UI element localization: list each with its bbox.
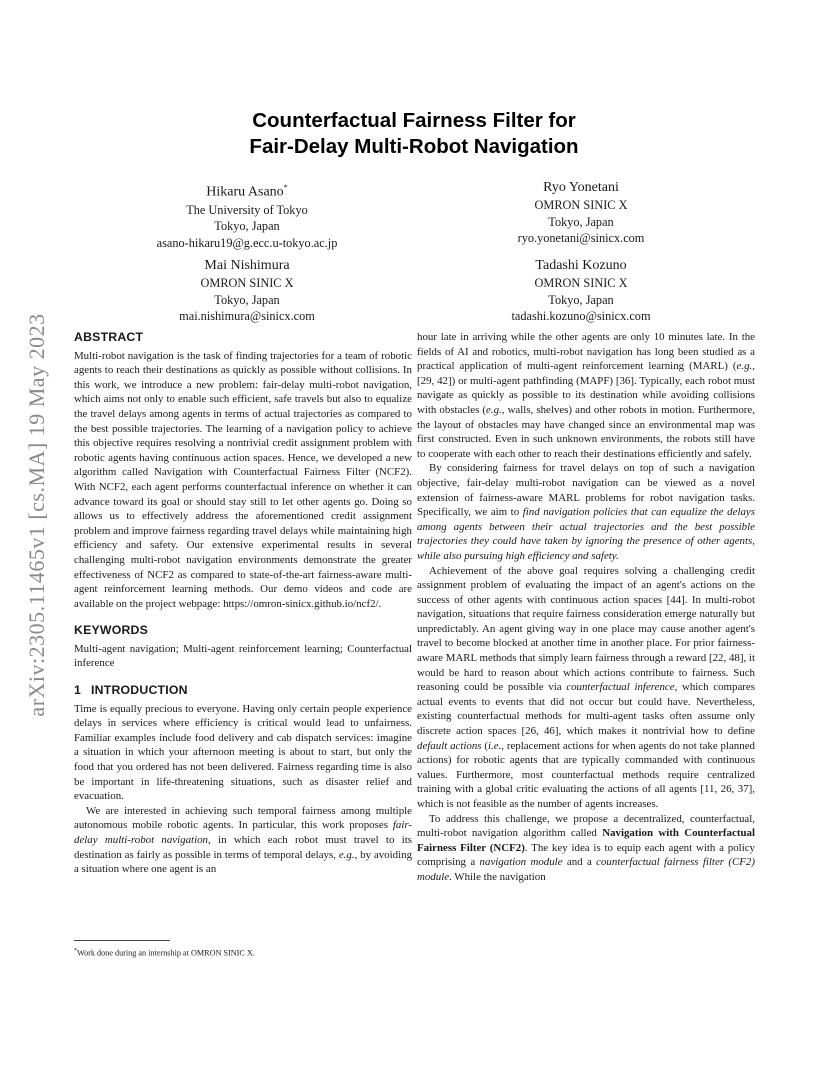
author-location: Tokyo, Japan: [214, 292, 280, 307]
emphasis-text: i.e.: [487, 739, 502, 752]
author-email: asano-hikaru19@g.ecc.u-tokyo.ac.jp: [156, 235, 338, 250]
emphasis-text: e.g.: [736, 360, 753, 373]
author-location: Tokyo, Japan: [548, 214, 614, 229]
abstract-heading: ABSTRACT: [74, 330, 144, 344]
emphasis-text: navigation module: [479, 856, 563, 869]
emphasis-text: counterfactual fairness filter (CF2) module: [417, 856, 755, 883]
intro-paragraph-5: [417, 812, 755, 885]
emphasis-text: fair-delay multi-robot navigation: [74, 819, 412, 846]
paper-title: [74, 108, 754, 160]
arxiv-identifier-text: arXiv:2305.11465v1 [cs.MA] 19 May 2023: [24, 313, 49, 717]
author-email: ryo.yonetani@sinicx.com: [517, 231, 645, 245]
author-name: Tadashi Kozuno: [535, 258, 627, 273]
keywords-heading: KEYWORDS: [74, 623, 149, 638]
text-run: , walls, shelves) and other robots in motion. Furthermore, the layout of obstacles may have changed since an environmental map was first constructed. Even in such unknown environments, the robots still have to cooperate with each other to reach their destinations efficiently and safely.: [417, 403, 755, 460]
text-run: By considering fairness for travel delays on top of such a navigation objective, fair-delay multi-robot navigation can be viewed as a novel extension of fairness-aware MARL problems for robot navigation tasks. Specifically, we aim to: [417, 462, 755, 519]
author-affiliation: OMRON SINIC X: [534, 276, 628, 290]
author-location: Tokyo, Japan: [214, 219, 280, 234]
text-run: Achievement of the above goal requires solving a challenging credit assignment problem of evaluating the impact of an agent's actions on the success of other agents with continuous action spaces [44]. In multi-robot navigation, situations that require fairness consideration emerge naturally but unpredictably. An agent giving way in one place may cause another agent's travel to become blocked at another time in another place. For prior fairness-aware MARL methods that simply learn fairness through a reward [22, 48], it would be hard to reason about which actions contribute to fairness. Such reasoning could be possible via: [417, 564, 755, 694]
text-run: , in which each robot must travel to its destination as fairly as possible in terms of temporal delays,: [74, 834, 412, 861]
intro-paragraph-3: [417, 461, 755, 563]
emphasis-text: counterfactual inference: [566, 681, 675, 694]
emphasis-text: e.g.: [486, 403, 502, 416]
section-title: INTRODUCTION: [91, 683, 188, 698]
emphasis-text: default actions: [417, 739, 482, 752]
arxiv-identifier: [22, 270, 52, 760]
emphasis-text: e.g.: [338, 848, 355, 861]
text-run: , [29, 42]) or multi-agent pathfinding (MAPF) [36]. Typically, each robot must navigate as quickly as possible to its destination while avoiding collisions with obstacles (: [417, 360, 755, 416]
intro-paragraph-1: Time is equally precious to everyone. Having only certain people experience delays in services where efficiency is critical would lead to unfairness. Familiar examples include food delivery and cab dispatch services: imagine a situation in which your afternoon meeting is about to start, but only the food that you ordered has not been delivered. Fairness regarding time is also be important in life-threatening situations, such as disaster relief and evacuation.: [74, 702, 412, 803]
footnote-divider: [74, 940, 170, 941]
footnote: [74, 946, 412, 959]
text-run: We are interested in achieving such temporal fairness among multiple autonomous mobile robotic agents. In particular, this work proposes: [74, 804, 412, 832]
author-block-1: [97, 178, 397, 251]
paper-title-line-2: Fair-Delay Multi-Robot Navigation: [249, 135, 579, 158]
intro-paragraph-4: [417, 564, 755, 812]
text-run: , which compares actual events to events that did not occur but could have. Nevertheless, existing counterfactual methods for multi-agent tasks often assume only discrete action spaces [26, 46], which makes it nontrivial how to define: [417, 681, 755, 738]
author-block-3: [97, 256, 397, 325]
text-run: . While the navigation: [449, 870, 546, 883]
introduction-heading: [74, 683, 412, 698]
author-name: Hikaru Asano: [206, 184, 284, 200]
text-run: To address this challenge, we propose a decentralized, counterfactual, multi-robot navigation algorithm called: [417, 812, 755, 840]
text-run: and a: [562, 856, 597, 869]
author-location: Tokyo, Japan: [548, 292, 614, 307]
text-run: . The key idea is to equip each agent with a policy comprising a: [417, 841, 755, 869]
author-affiliation: OMRON SINIC X: [200, 276, 294, 290]
right-column: [417, 330, 755, 885]
text-run: , replacement actions for when agents do not take planned actions) for robotic agents that are typically commanded with continuous values. Furthermore, most counterfactual methods require centralized training with a global critic evaluating the actions of all agents [11, 26, 37], which is not feasible as the number of agents increases.: [417, 739, 755, 810]
abstract-text: Multi-robot navigation is the task of finding trajectories for a team of robotic agents to reach their destinations as quickly as possible without collisions. In this work, we introduce a new problem: fair-delay multi-robot navigation, which aims not only to enable such efficient, safe travels but also to equalize the travel delays among agents in terms of actual trajectories as compared to the best possible trajectories. The learning of a navigation policy to achieve this objective requires resolving a nontrivial credit assignment problem with robotic agents having continuous action spaces. Hence, we developed a new algorithm called Navigation with Counterfactual Fairness Filter (NCF2). With NCF2, each agent performs counterfactual inference on whether it can advance toward its goal or should stay still to let other agents go. Doing so allows us to effectively address the aforementioned credit assignment problem and improve fairness regarding travel delays while maintaining high efficiency and safety. Our extensive experimental results in several challenging multi-robot navigation environments demonstrate the greater effectiveness of NCF2 as compared to state-of-the-art fairness-aware multi-agent reinforcement learning methods. Our demo videos and code are available on the project webpage: https://omron-sinicx.github.io/ncf2/.: [74, 349, 412, 610]
left-column: [74, 330, 412, 877]
author-affiliation: The University of Tokyo: [186, 202, 308, 217]
author-name: Ryo Yonetani: [543, 180, 619, 195]
keywords-text: Multi-agent navigation; Multi-agent reinforcement learning; Counterfactual inference: [74, 642, 412, 670]
footnote-text: Work done during an internship at OMRON SINIC X.: [77, 948, 255, 958]
intro-paragraph-2-continued: [417, 330, 755, 461]
author-footnote-mark: *: [283, 183, 288, 192]
paper-title-line-1: Counterfactual Fairness Filter for: [252, 109, 576, 132]
author-block-4: [431, 256, 731, 325]
footnote-mark: *: [74, 948, 77, 954]
intro-paragraph-2: [74, 804, 412, 877]
section-number: 1: [74, 683, 82, 698]
author-email: mai.nishimura@sinicx.com: [179, 309, 315, 323]
text-run: (: [481, 739, 488, 752]
emphasis-text: find navigation policies that can equalize the delays among agents between their actual trajectories and the best possible trajectories they could have taken by ignoring the presence of other agents, while also pursuing high efficiency and safety.: [417, 506, 755, 562]
author-email: tadashi.kozuno@sinicx.com: [511, 309, 651, 323]
text-run: , by avoiding a situation where one agent is an: [74, 848, 413, 876]
author-block-2: [431, 178, 731, 247]
author-affiliation: OMRON SINIC X: [534, 198, 628, 212]
text-run: hour late in arriving while the other agents are only 10 minutes late. In the fields of AI and robotics, multi-robot navigation has long been studied as a practical application of multi-agent reinforcement learning (MARL) (: [417, 331, 755, 373]
author-name: Mai Nishimura: [204, 258, 290, 273]
bold-text: Navigation with Counterfactual Fairness Filter (NCF2): [417, 827, 755, 854]
